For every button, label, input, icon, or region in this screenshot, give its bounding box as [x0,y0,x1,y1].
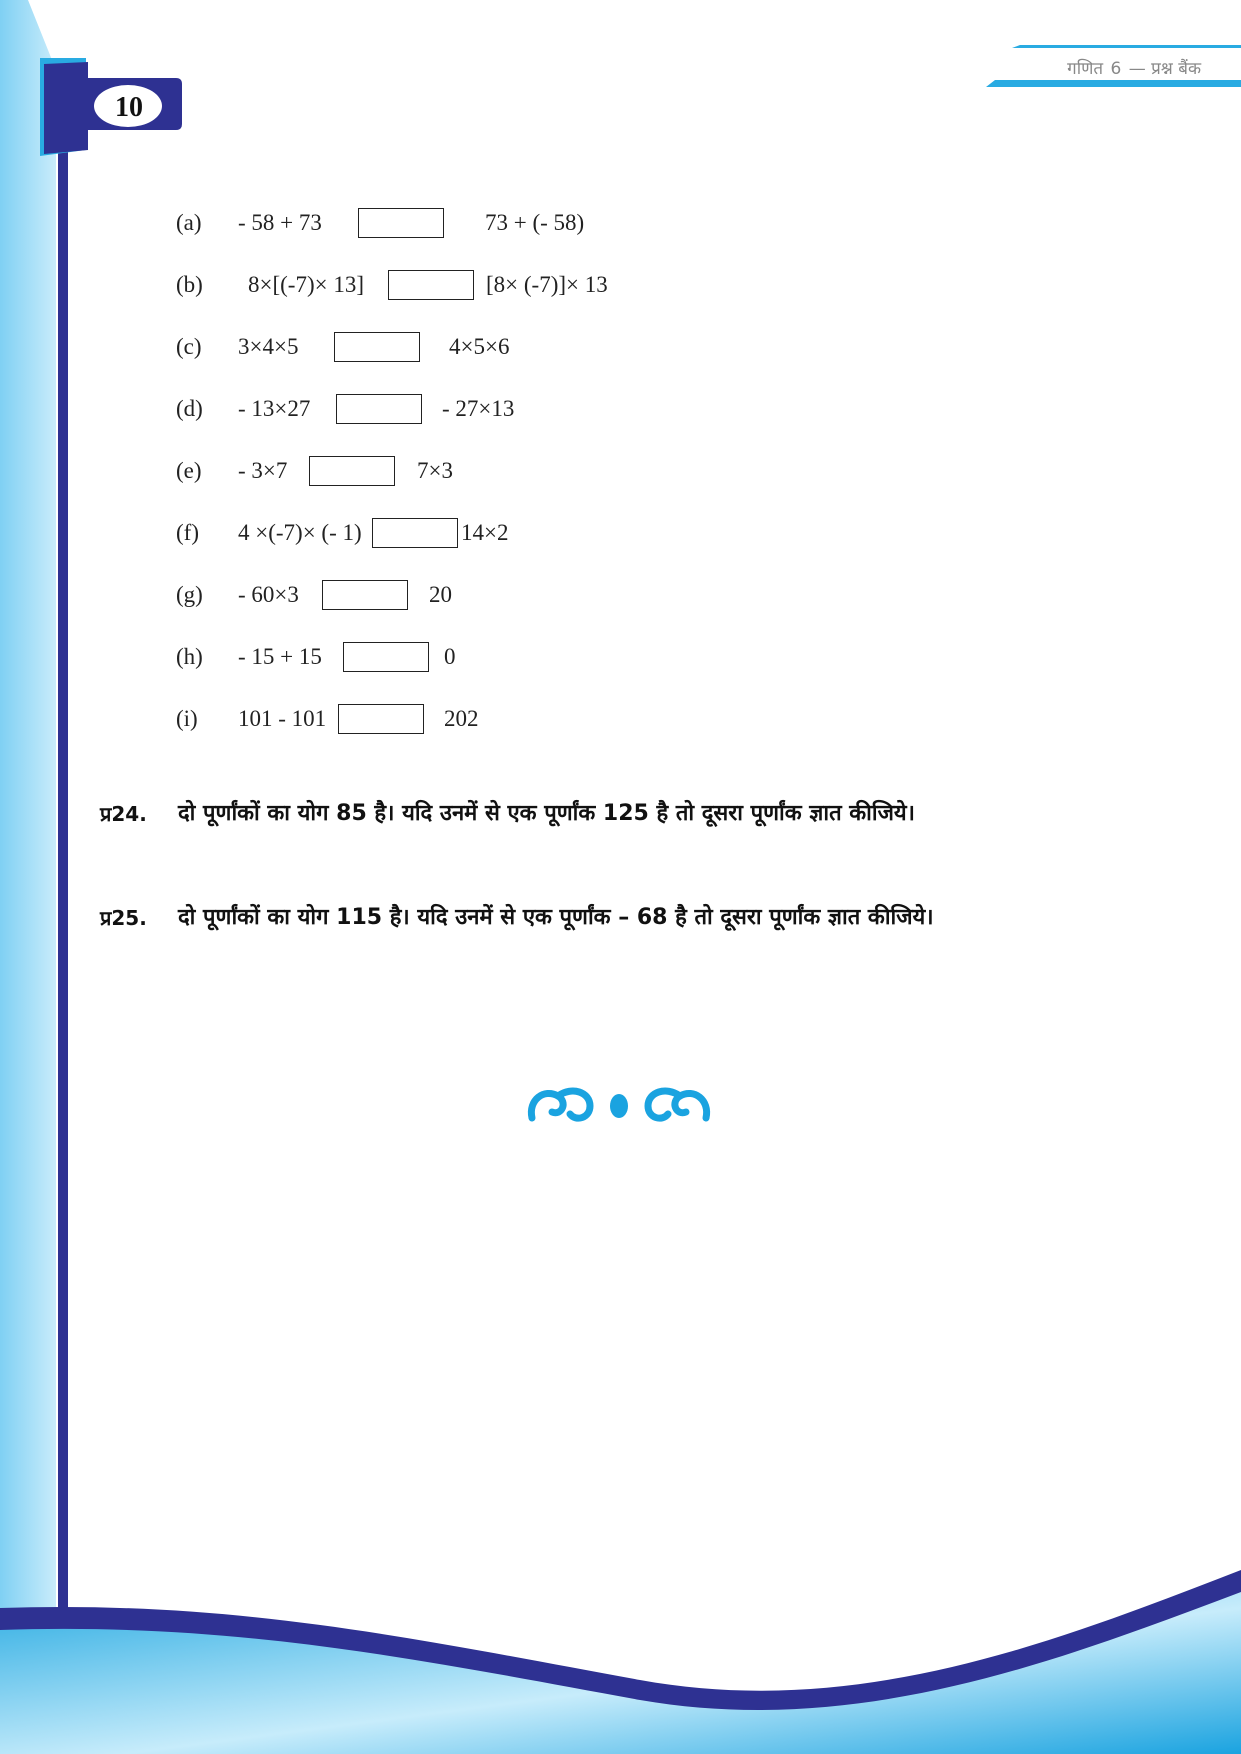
item-label: (b) [176,272,203,297]
right-expression: 20 [429,582,452,607]
item-label: (i) [176,706,198,731]
question-number: प्र25. [100,906,147,930]
left-expression: 101 - 101 [238,706,327,731]
item-label: (c) [176,334,202,359]
right-expression: - 27×13 [442,396,515,421]
question-text: दो पूर्णांकों का योग 85 है। यदि उनमें से एक पूर्णांक 125 है तो दूसरा पूर्णांक ज्ञात कीजिये। [178,801,915,826]
right-expression: 73 + (- 58) [485,210,585,235]
item-label: (a) [176,210,202,235]
floral-ornament-icon [524,1082,714,1128]
header-book-name: — प्रश्न बैंक [1128,59,1201,79]
item-label: (e) [176,458,202,483]
left-expression: - 60×3 [238,582,299,607]
answer-box [309,456,395,486]
answer-box [388,270,474,300]
right-expression: 202 [444,706,479,731]
page-number: 10 [115,92,143,123]
answer-box [338,704,424,734]
item-label: (f) [176,520,199,545]
item-label: (d) [176,396,203,421]
left-expression: - 15 + 15 [238,644,322,669]
right-expression: 4×5×6 [449,334,510,359]
question-text: दो पूर्णांकों का योग 115 है। यदि उनमें से एक पूर्णांक – 68 है तो दूसरा पूर्णांक ज्ञात कीजिये। [178,905,934,930]
question-24 [100,796,1130,832]
question-25 [100,900,1130,936]
answer-box [334,332,420,362]
item-label: (h) [176,644,203,669]
right-expression: 7×3 [417,458,453,483]
running-header [1067,56,1201,79]
answer-box [343,642,429,672]
item-label: (g) [176,582,203,607]
question-number: प्र24. [100,802,147,826]
left-expression: - 13×27 [238,396,311,421]
answer-box [372,518,458,548]
right-expression: 0 [444,644,456,669]
left-expression: - 58 + 73 [238,210,322,235]
left-expression: 8×[(-7)× 13] [248,272,364,297]
answer-box [322,580,408,610]
answer-box [336,394,422,424]
header-subject: गणित [1067,59,1104,79]
right-expression: [8× (-7)]× 13 [486,272,608,297]
left-expression: 3×4×5 [238,334,299,359]
header-class-number: 6 [1110,59,1122,79]
left-expression: 4 ×(-7)× (- 1) [238,520,362,545]
left-expression: - 3×7 [238,458,288,483]
answer-box [358,208,444,238]
right-expression: 14×2 [461,520,509,545]
